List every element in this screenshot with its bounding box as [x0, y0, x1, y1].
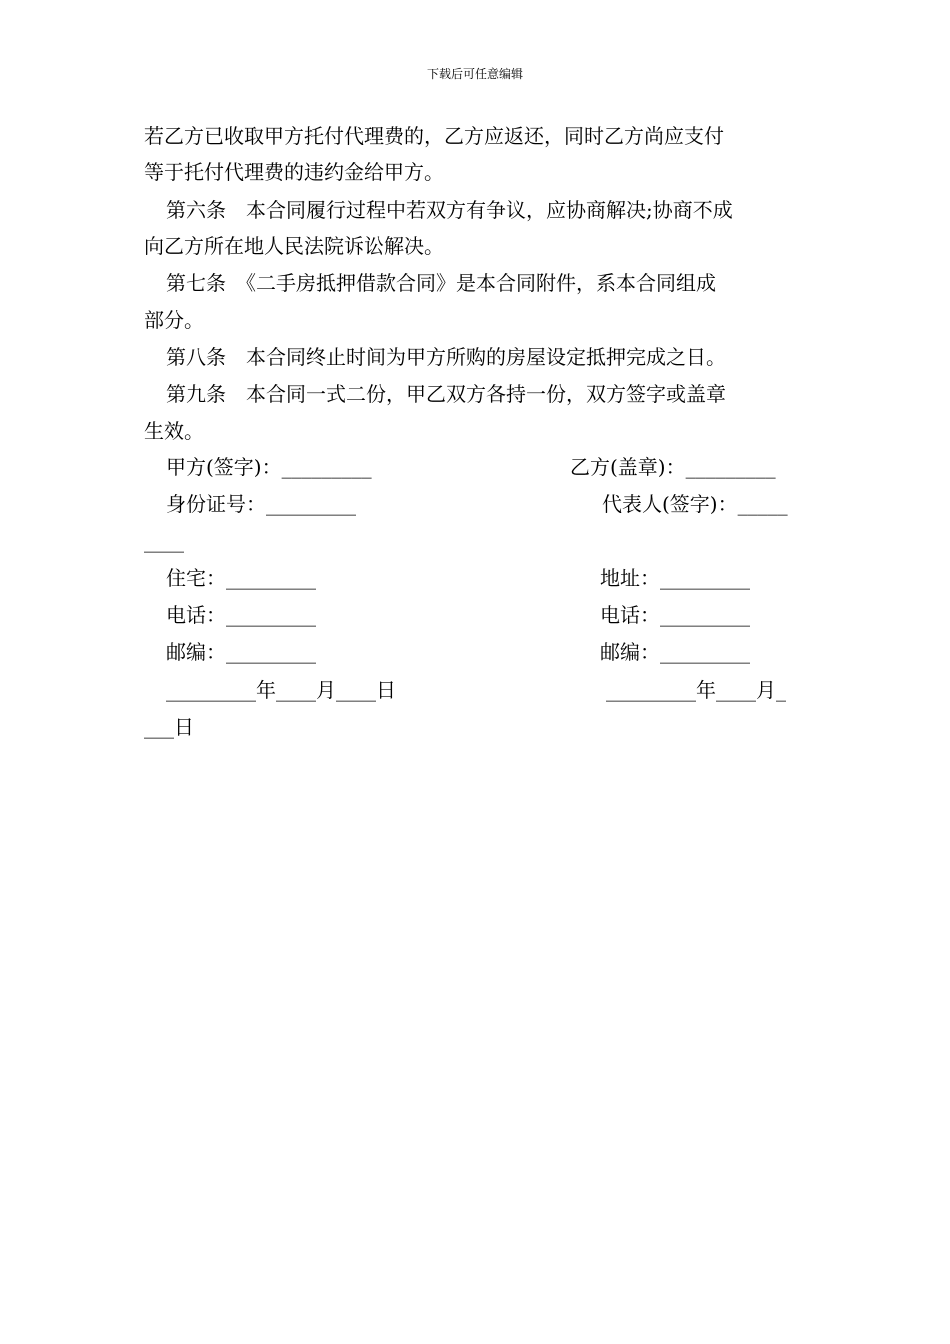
- phone-field-b: 电话：_________: [600, 603, 750, 627]
- residence-field: 住宅：_________: [166, 566, 316, 590]
- article-6-line: 向乙方所在地人民法院诉讼解决。: [144, 234, 444, 258]
- article-9-line: 生效。: [144, 419, 204, 443]
- article-7-line: 第七条 《二手房抵押借款合同》是本合同附件，系本合同组成: [166, 271, 716, 295]
- representative-signature-field-cont: ____: [144, 529, 184, 553]
- postcode-field-a: 邮编：_________: [166, 640, 316, 664]
- phone-field-a: 电话：_________: [166, 603, 316, 627]
- article-7-line: 部分。: [144, 308, 204, 332]
- paragraph-line: 等于托付代理费的违约金给甲方。: [144, 160, 444, 184]
- page-header-note: 下载后可任意编辑: [426, 67, 523, 81]
- article-6-line: 第六条 本合同履行过程中若双方有争议，应协商解决;协商不成: [166, 198, 733, 222]
- date-field-b: _________年____月_: [606, 678, 786, 702]
- date-field-b-cont: ___日: [144, 715, 194, 739]
- party-b-seal-field: 乙方(盖章)：_________: [570, 455, 776, 479]
- article-9-line: 第九条 本合同一式二份，甲乙双方各持一份，双方签字或盖章: [166, 382, 726, 406]
- address-field: 地址：_________: [600, 566, 750, 590]
- paragraph-line: 若乙方已收取甲方托付代理费的，乙方应返还，同时乙方尚应支付: [144, 124, 724, 148]
- id-number-field: 身份证号：_________: [166, 492, 356, 516]
- postcode-field-b: 邮编：_________: [600, 640, 750, 664]
- representative-signature-field: 代表人(签字)：_____: [602, 492, 788, 516]
- date-field-a: _________年____月____日: [166, 678, 396, 702]
- article-8-line: 第八条 本合同终止时间为甲方所购的房屋设定抵押完成之日。: [166, 345, 726, 369]
- party-a-signature-field: 甲方(签字)：_________: [166, 455, 372, 479]
